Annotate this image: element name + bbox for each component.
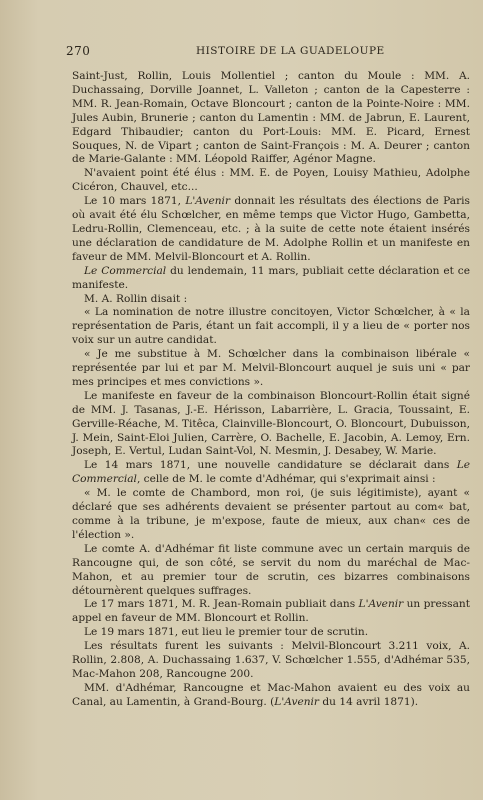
newspaper-title: Le Commercial — [72, 459, 470, 486]
page-body — [72, 70, 470, 710]
paragraph: Saint-Just, Rollin, Louis Mollentiel ; canton du Moule : MM. A. Duchassaing, Dorville Joannet, L. Valleton ; canton de la Capesterre : MM. R. Jean-Romain, Octave Bloncourt ; canton de la Pointe-Noire : MM. Jules Aubin, Brunerie ; canton du Lamentin : MM. de Jabrun, E. Laurent, Edgard Thibaudier; canton du Port-Louis: MM. E. Picard, Ernest Souques, N. de Vipart ; canton de Saint-François : M. A. Deurer ; canton de Marie-Galante : MM. Léopold Raiffer, Agénor Magne. — [72, 70, 470, 166]
paragraph-text: du 14 avril 1871). — [319, 695, 419, 708]
paragraph-text: un pressant appel en faveur de MM. Bloncourt et Rollin. — [72, 598, 471, 625]
paragraph — [72, 598, 470, 626]
paragraph — [72, 682, 470, 710]
paragraph: Les résultats furent les suivants : Melvil-Bloncourt 3.211 voix, A. Rollin, 2.808, A. Duchassaing 1.637, V. Schœlcher 1.555, d'Adhémar 535, Mac-Mahon 208, Rancougne 200. — [72, 640, 470, 680]
quotation: « La nomination de notre illustre concitoyen, Victor Schœlcher, à « la représentation de Paris, étant un fait accompli, il y a lieu de « porter nos voix sur un autre candidat. — [72, 306, 470, 347]
paragraph-text: du lendemain, 11 mars, publiait cette déclaration et ce manifeste. — [72, 264, 470, 291]
paragraph — [72, 195, 470, 265]
quotation: « M. le comte de Chambord, mon roi, (je suis légitimiste), ayant « déclaré que ses adhérents devaient se présenter partout au com« bat, comme à la tribune, je m'expose, faute de mieux, aux chan« ces de l'élection ». — [72, 487, 470, 541]
paragraph-text: , celle de M. le comte d'Adhémar, qui s'exprimait ainsi : — [136, 473, 436, 486]
paragraph: M. A. Rollin disait : — [84, 292, 188, 305]
newspaper-title: Le Commercial — [84, 264, 167, 277]
quotation: « Je me substitue à M. Schœlcher dans la combinaison libérale « représentée par lui et par M. Melvil-Bloncourt auquel je suis uni « par mes principes et mes convictions ». — [72, 348, 470, 388]
paragraph-text: Le 14 mars 1871, une nouvelle candidature se déclarait dans — [84, 459, 457, 472]
newspaper-title: L'Avenir — [358, 598, 404, 611]
paragraph — [72, 265, 470, 293]
newspaper-title: L'Avenir — [185, 195, 231, 208]
running-title: HISTOIRE DE LA GUADELOUPE — [196, 45, 385, 57]
paragraph: Le comte A. d'Adhémar fit liste commune avec un certain marquis de Rancougne qui, de son côté, se servit du nom du maréchal de Mac-Mahon, et au premier tour de scrutin, ces bizarres combinaisons détournèrent quelques suffrages. — [72, 542, 470, 597]
newspaper-title: L'Avenir — [274, 695, 319, 708]
paragraph-text: Le 17 mars 1871, M. R. Jean-Romain publiait dans — [84, 598, 359, 611]
page-number: 270 — [66, 44, 91, 58]
paragraph: Le 19 mars 1871, eut lieu le premier tour de scrutin. — [84, 626, 369, 639]
paragraph-text: Le 10 mars 1871, — [84, 195, 186, 208]
paragraph-text: donnait les résultats des élections de Paris où avait été élu Schœlcher, en même temps que Victor Hugo, Gambetta, Ledru-Rollin, Clemenceau, etc. ; à la suite de cette note étaient insérés une déclaration de candidature de M. Adolphe Rollin et un manifeste en faveur de MM. Melvil-Bloncourt et A. Rollin. — [72, 195, 470, 263]
paragraph: Le manifeste en faveur de la combinaison Bloncourt-Rollin était signé de MM. J. Tasanas, J.-E. Hérisson, Labarrière, L. Gracia, Toussaint, E. Gerville-Réache, M. Titêca, Clainville-Bloncourt, O. Bloncourt, Dubuisson, J. Mein, Saint-Eloi Julien, Carrère, O. Bachelle, E. Jacobin, A. Lemoy, Ern. Joseph, E. Vertul, Ludan Saint-Vol, N. Mesmin, J. Desabey, W. Marie. — [72, 389, 470, 458]
page-header — [66, 44, 467, 58]
paragraph: N'avaient point été élus : MM. E. de Poyen, Louisy Mathieu, Adolphe Cicéron, Chauvel, etc... — [72, 167, 470, 194]
paragraph-text: MM. d'Adhémar, Rancougne et Mac-Mahon avaient eu des voix au Canal, au Lamentin, à Grand-Bourg. ( — [72, 681, 470, 708]
paragraph — [72, 459, 470, 487]
